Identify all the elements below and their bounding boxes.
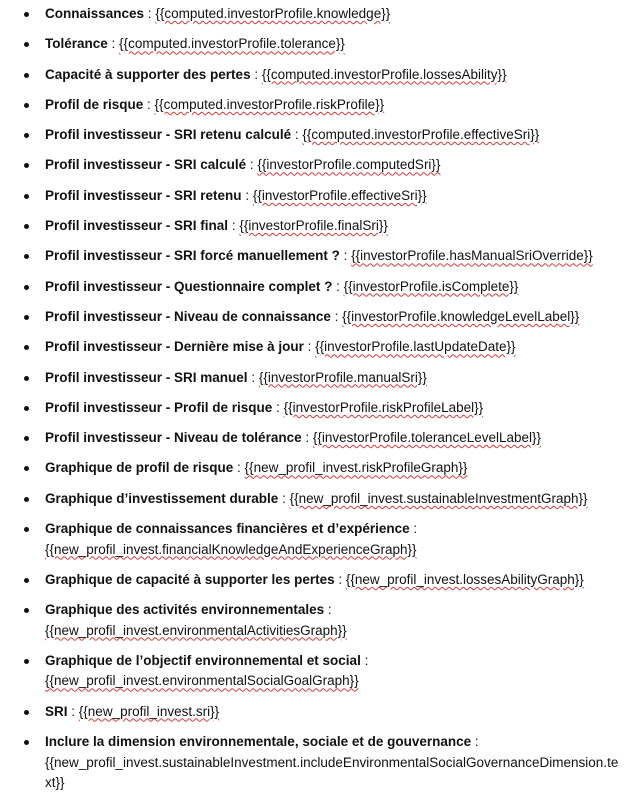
field-label: Graphique de profil de risque — [45, 460, 234, 476]
label-separator: : — [471, 734, 479, 750]
label-separator: : — [334, 571, 346, 587]
label-separator: : — [144, 6, 156, 21]
bullet-icon — [24, 740, 29, 745]
template-variable: {{new_profil_invest.financialKnowledgeAndExperienceGraph}} — [45, 541, 417, 557]
list-item — [0, 398, 636, 419]
label-separator: : — [409, 521, 418, 537]
field-label: Profil investisseur - SRI manuel — [45, 369, 248, 385]
field-label: Profil investisseur - SRI retenu — [45, 187, 242, 203]
bullet-icon — [24, 163, 29, 168]
bullet-icon — [24, 345, 29, 350]
field-label: Connaissances — [45, 6, 145, 21]
list-item — [0, 34, 636, 55]
bullet-icon — [24, 254, 29, 259]
template-variable: {{investorProfile.knowledgeLevelLabel}} — [342, 308, 580, 324]
bullet-icon — [24, 466, 29, 471]
list-item — [0, 216, 636, 237]
template-variable-list — [0, 4, 636, 794]
list-item — [0, 368, 636, 389]
bullet-icon — [24, 103, 29, 108]
field-label: Graphique d’investissement durable — [45, 490, 279, 506]
template-variable: {{computed.investorProfile.lossesAbility}} — [261, 66, 507, 82]
template-variable: {{new_profil_invest.lossesAbilityGraph}} — [345, 571, 584, 587]
list-item — [0, 337, 636, 358]
template-variable: {{investorProfile.riskProfileLabel}} — [283, 399, 484, 415]
label-separator: : — [272, 399, 284, 415]
list-item — [0, 246, 636, 267]
template-variable: {{investorProfile.computedSri}} — [257, 157, 441, 173]
template-variable: {{new_profil_invest.environmentalSocialGoalGraph}} — [45, 673, 359, 689]
field-label: Profil investisseur - Niveau de tolérance — [45, 430, 302, 446]
field-label: Profil investisseur - Niveau de connaissance — [45, 308, 331, 324]
field-label: Graphique des activités environnementales — [45, 602, 325, 618]
bullet-icon — [24, 497, 29, 502]
bullet-icon — [24, 194, 29, 199]
field-label: Tolérance — [45, 36, 108, 52]
field-label: Graphique de connaissances financières et d’expérience — [45, 521, 410, 537]
list-item — [0, 65, 636, 86]
bullet-icon — [24, 42, 29, 47]
label-separator: : — [303, 339, 316, 355]
field-label: Graphique de l’objectif environnemental et social — [45, 652, 361, 668]
template-variable: {{new_profil_invest.sri}} — [78, 703, 220, 719]
field-label: Profil investisseur - SRI forcé manuellement ? — [45, 248, 340, 264]
label-separator: : — [67, 703, 79, 719]
list-item — [0, 95, 636, 116]
bullet-icon — [24, 12, 29, 17]
list-item — [0, 428, 636, 449]
bullet-icon — [24, 659, 29, 664]
list-item — [0, 186, 636, 207]
bullet-icon — [24, 578, 29, 583]
list-item — [0, 155, 636, 176]
template-variable: {{investorProfile.isComplete}} — [343, 278, 519, 294]
field-label: Profil de risque — [45, 96, 144, 112]
template-variable: {{investorProfile.finalSri}} — [239, 218, 388, 234]
label-separator: : — [339, 248, 352, 264]
label-separator: : — [360, 652, 369, 668]
bullet-icon — [24, 73, 29, 78]
list-item — [0, 4, 636, 25]
field-label: Inclure la dimension environnementale, sociale et de gouvernance — [45, 734, 472, 750]
template-variable: {{new_profil_invest.riskProfileGraph}} — [244, 460, 468, 476]
label-separator: : — [301, 430, 313, 446]
template-variable: {{new_profil_invest.sustainableInvestmentGraph}} — [289, 490, 588, 506]
list-item — [0, 458, 636, 479]
bullet-icon — [24, 376, 29, 381]
bullet-icon — [24, 710, 29, 715]
bullet-icon — [24, 608, 29, 613]
bullet-icon — [24, 133, 29, 138]
field-label: Profil investisseur - SRI calculé — [45, 157, 247, 173]
label-separator: : — [291, 127, 303, 143]
field-label: Capacité à supporter des pertes — [45, 66, 251, 82]
template-variable: {{computed.investorProfile.knowledge}} — [155, 6, 391, 21]
label-separator: : — [143, 96, 155, 112]
field-label: Profil investisseur - Dernière mise à jour — [45, 339, 304, 355]
list-item — [0, 732, 636, 794]
bullet-icon — [24, 527, 29, 532]
label-separator: : — [332, 278, 344, 294]
bullet-icon — [24, 224, 29, 229]
template-variable: {{investorProfile.toleranceLevelLabel}} — [312, 430, 542, 446]
list-item — [0, 307, 636, 328]
label-separator: : — [247, 369, 259, 385]
list-item — [0, 570, 636, 591]
label-separator: : — [250, 66, 262, 82]
field-label: Profil investisseur - SRI retenu calculé — [45, 127, 292, 143]
bullet-icon — [24, 406, 29, 411]
list-item — [0, 125, 636, 146]
list-item — [0, 651, 636, 692]
bullet-icon — [24, 315, 29, 320]
label-separator: : — [278, 490, 290, 506]
label-separator: : — [233, 460, 245, 476]
list-item — [0, 277, 636, 298]
template-variable: {{investorProfile.hasManualSriOverride}} — [351, 248, 593, 264]
template-variable: {{computed.investorProfile.effectiveSri}} — [302, 127, 540, 143]
template-variable: {{investorProfile.effectiveSri}} — [252, 187, 427, 203]
label-separator: : — [330, 308, 343, 324]
list-item — [0, 600, 636, 641]
label-separator: : — [107, 36, 120, 52]
bullet-icon — [24, 436, 29, 441]
field-label: Profil investisseur - Profil de risque — [45, 399, 273, 415]
label-separator: : — [228, 218, 240, 234]
template-variable: {{computed.investorProfile.tolerance}} — [119, 36, 345, 52]
template-variable: {{new_profil_invest.environmentalActivitiesGraph}} — [45, 622, 347, 638]
template-variable: {{investorProfile.lastUpdateDate}} — [315, 339, 516, 355]
bullet-icon — [24, 285, 29, 290]
label-separator: : — [324, 602, 332, 618]
label-separator: : — [246, 157, 258, 173]
field-label: Graphique de capacité à supporter les pertes — [45, 571, 335, 587]
list-item — [0, 489, 636, 510]
field-label: Profil investisseur - Questionnaire complet ? — [45, 278, 333, 294]
template-variable: {{investorProfile.manualSri}} — [258, 369, 427, 385]
template-variable: {{new_profil_invest.sustainableInvestment.includeEnvironmentalSocialGovernanceDimension.text}} — [45, 754, 619, 791]
list-item — [0, 519, 636, 560]
field-label: Profil investisseur - SRI final — [45, 218, 229, 234]
field-label: SRI — [45, 703, 68, 719]
label-separator: : — [241, 187, 253, 203]
template-variable: {{computed.investorProfile.riskProfile}} — [154, 96, 385, 112]
list-item — [0, 702, 636, 723]
